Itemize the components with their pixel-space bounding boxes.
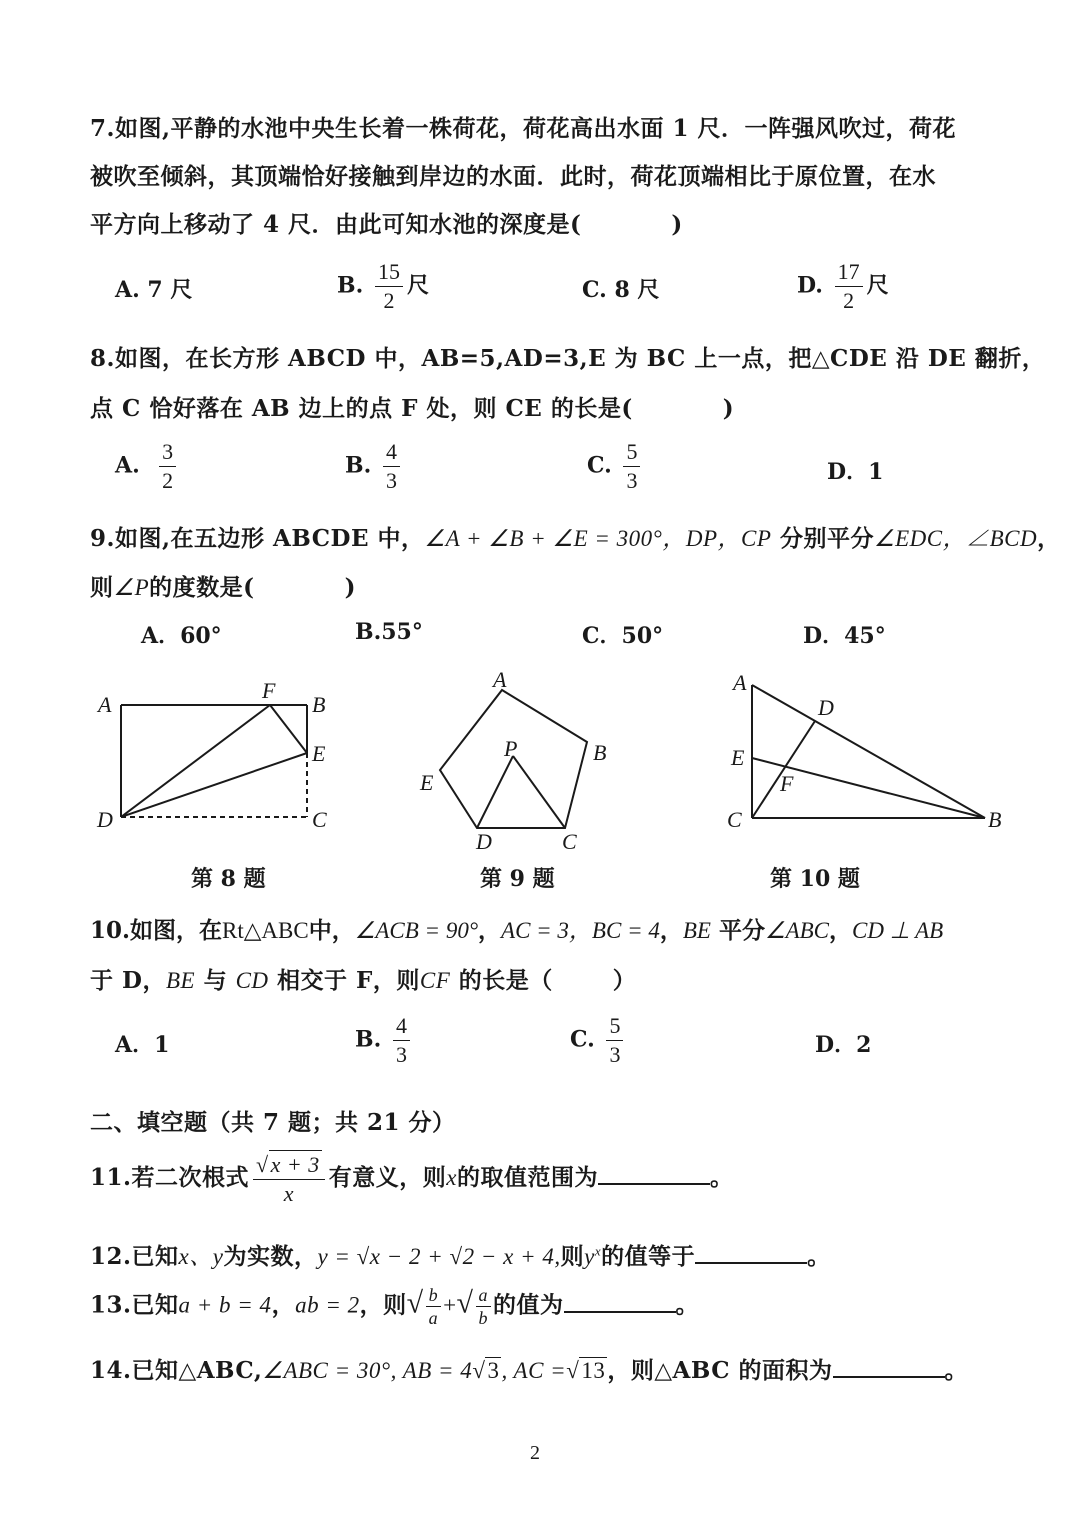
fig9-line-dp: [477, 756, 513, 828]
q10-line2-end: 的长是（: [450, 967, 553, 994]
fig10-caption: 第 10 题: [770, 866, 860, 892]
q10-c-den: 3: [609, 1042, 621, 1067]
q10-line1-math2: ∠ACB = 90°: [354, 918, 479, 943]
fig8-label-d: D: [97, 807, 113, 832]
q10-line1: [90, 912, 943, 945]
fig10-label-c: C: [727, 807, 742, 832]
q7-option-b: [337, 258, 429, 315]
q11-blank[interactable]: [598, 1163, 710, 1185]
q13-f1d: a: [428, 1308, 439, 1328]
q8-b-label: B.: [345, 452, 372, 479]
q7-c-text: 8 尺: [614, 277, 660, 303]
fig10-label-d: D: [818, 695, 834, 720]
q11-den: x: [283, 1181, 294, 1206]
q11-pre: 11.若二次根式: [90, 1164, 250, 1191]
q10-line2-math3: CF: [419, 968, 451, 993]
q7-d-fraction: [835, 258, 863, 315]
q13-f2d: b: [478, 1308, 489, 1328]
q7-a-label: A.: [115, 277, 140, 303]
q11-fraction: [253, 1150, 325, 1208]
q11-var: x: [446, 1165, 457, 1190]
q10-line1-pre: 10.如图，在: [90, 917, 223, 944]
fig8-label-e: E: [312, 741, 326, 766]
q10-c-label: C.: [570, 1026, 595, 1053]
q7-line1: 7.如图,平静的水池中央生长着一株荷花，荷花高出水面 1 尺．一阵强风吹过，荷花: [90, 115, 957, 142]
q13-sqrt2-sign: √: [456, 1286, 474, 1320]
q8-option-c: [587, 438, 644, 495]
q8-a-num: 3: [159, 438, 176, 467]
section2-title: 二、填空题（共 7 题；共 21 分）: [90, 1109, 456, 1136]
q10-option-c: [570, 1012, 627, 1069]
fig9-label-c: C: [562, 829, 577, 854]
q14-dot: 。: [944, 1357, 969, 1384]
q14-math: ∠ABC = 30°, AB = 4: [262, 1358, 473, 1383]
q7-a-text: 7 尺: [147, 277, 193, 303]
q10-line1-math4: BE: [682, 918, 711, 943]
q8-line1: 8.如图，在长方形 ABCD 中，AB=5,AD=3,E 为 BC 上一点，把△CDE 沿 DE 翻折，: [90, 345, 1046, 372]
q10-line1-c2: ，: [659, 917, 683, 944]
q11-end: 的取值范围为: [456, 1164, 598, 1191]
q10-c-fraction: [606, 1012, 623, 1069]
q13-mid: ，则: [359, 1291, 407, 1319]
q7-d-label: D.: [797, 272, 823, 299]
q12-pre: 12.已知: [90, 1243, 179, 1270]
q9-line2: [90, 569, 356, 602]
fig9-label-p: P: [504, 736, 518, 761]
q9-paren-close: ): [344, 574, 356, 601]
q11-radicand: x + 3: [270, 1152, 320, 1177]
q12-mid2: 则: [560, 1243, 585, 1270]
q7-line3: [90, 206, 683, 239]
fig8-label-b: B: [312, 692, 326, 717]
fig8-line-df: [121, 705, 270, 817]
fig8-line-de: [121, 753, 307, 817]
q7-d-num: 17: [835, 258, 863, 287]
q13-plus: +: [443, 1292, 457, 1318]
q10-line2-mid: 与: [195, 967, 236, 994]
fig8-caption: 第 8 题: [191, 866, 266, 892]
fig10-label-e: E: [731, 745, 745, 770]
q9-line2-end: 的度数是(: [149, 574, 255, 601]
q9-line2-pre: 则: [90, 574, 114, 601]
q12-math: y = √x − 2 + √2 − x + 4,: [317, 1244, 561, 1269]
q13-dot: 。: [675, 1291, 700, 1319]
fig9-label-e: E: [420, 770, 434, 795]
fig10-label-a: A: [733, 670, 747, 695]
q9-line2-math: ∠P: [113, 575, 150, 600]
q12-dot: 。: [807, 1243, 831, 1270]
fig8-line-fe: [270, 705, 307, 753]
q8-b-num: 4: [383, 438, 400, 467]
q10-b-num: 4: [393, 1012, 410, 1041]
q10-line2-math2: CD: [235, 968, 269, 993]
q8-b-fraction: [383, 438, 400, 495]
q10-b-label: B.: [355, 1026, 382, 1053]
fig8-label-a: A: [98, 692, 112, 717]
q9-option-a: A．60°: [141, 623, 222, 649]
q9-line1-math: ∠A + ∠B + ∠E = 300°，DP，CP: [424, 526, 772, 551]
q8-line2: [90, 390, 734, 423]
q10-line2-pre: 于 D，: [90, 967, 166, 994]
q8-a-label: A.: [115, 452, 140, 479]
q10-option-d: D．2: [815, 1032, 872, 1058]
q10-paren-close: ）: [612, 967, 637, 994]
q10-line1-c3: ，: [829, 917, 853, 944]
q7-option-d: [797, 258, 889, 315]
q10-line1-math3: AC = 3，BC = 4: [501, 918, 660, 943]
q14: [90, 1352, 968, 1385]
q11-num: √x + 3: [253, 1150, 325, 1180]
q10-line1-c1: ，: [478, 917, 502, 944]
fig10-side-ab: [752, 685, 985, 818]
q10-option-b: [355, 1012, 414, 1069]
q13-sqrt1-sign: √: [406, 1286, 424, 1320]
q10-line1-math5: ∠ABC: [764, 918, 830, 943]
q14-blank[interactable]: [833, 1356, 945, 1378]
q14-sqrt2-sign: √: [566, 1358, 580, 1383]
q11-dot: 。: [709, 1164, 734, 1191]
q10-b-den: 3: [395, 1042, 407, 1067]
q7-d-den: 2: [843, 288, 855, 313]
q9-line1-pre: 9.如图,在五边形 ABCDE 中，: [90, 525, 425, 552]
q13-frac2: [476, 1284, 492, 1329]
q13-frac1: [426, 1284, 442, 1329]
q12-vars: x、y: [178, 1244, 224, 1269]
q13: [90, 1284, 699, 1329]
fig8-label-f: F: [262, 678, 276, 703]
q10-line1-mid2: 平分: [710, 917, 765, 944]
q13-end: 的值为: [493, 1291, 564, 1319]
q7-option-c: [582, 273, 659, 304]
q8-option-a: [115, 438, 180, 495]
q9-line1-mid: 分别平分: [771, 525, 874, 552]
q8-paren-close: ): [722, 395, 735, 422]
q10-line1-math: Rt△ABC: [222, 918, 309, 943]
q14-pre: 14.已知△ABC,: [90, 1357, 263, 1384]
q8-c-num: 5: [623, 438, 640, 467]
fig9-label-d: D: [476, 829, 492, 854]
q7-paren-close: ): [671, 211, 683, 238]
figure-10: [752, 685, 985, 818]
q14-r2: 13: [581, 1358, 606, 1383]
q8-a-fraction: [159, 438, 176, 495]
q13-blank[interactable]: [564, 1291, 676, 1313]
q12-end: 的值等于: [601, 1243, 696, 1270]
fig10-label-b: B: [988, 807, 1002, 832]
q11: [90, 1150, 733, 1208]
q7-b-fraction: [375, 258, 403, 315]
q8-b-den: 3: [385, 468, 397, 493]
fig9-label-b: B: [593, 740, 607, 765]
q13-f2n: a: [476, 1284, 492, 1307]
q14-m2: , AC =: [501, 1358, 567, 1383]
q7-d-unit: 尺: [866, 272, 889, 299]
q13-m2: ab = 2: [295, 1292, 360, 1318]
q7-b-label: B.: [337, 272, 364, 299]
q8-c-den: 3: [626, 468, 638, 493]
q9-option-d: D．45°: [803, 623, 886, 649]
q9-option-b: B.55°: [355, 619, 423, 645]
q7-line2: 被吹至倾斜，其顶端恰好接触到岸边的水面．此时，荷花顶端相比于原位置，在水: [90, 163, 936, 190]
fig10-line-cd: [752, 721, 815, 818]
q8-c-fraction: [623, 438, 640, 495]
fig9-line-cp: [513, 756, 565, 828]
q10-b-fraction: [393, 1012, 410, 1069]
q9-line1-end: ，: [1037, 525, 1061, 552]
q12-mid: 为实数，: [223, 1243, 318, 1270]
q8-a-den: 2: [162, 468, 174, 493]
q8-c-label: C.: [587, 452, 612, 479]
q7-option-a: [115, 273, 192, 304]
q7-b-num: 15: [375, 258, 403, 287]
fig9-caption: 第 9 题: [480, 866, 555, 892]
q9-line1: [90, 520, 1061, 553]
q13-c1: ，: [271, 1291, 296, 1319]
figures-svg: [0, 660, 1080, 860]
q14-sqrt1-sign: √: [472, 1358, 486, 1383]
q10-option-a: A．1: [115, 1032, 170, 1058]
q10-line1-mid: 中，: [308, 917, 355, 944]
q14-end: ，则△ABC 的面积为: [607, 1357, 833, 1384]
q9-option-c: C．50°: [582, 623, 664, 649]
q8-option-b: [345, 438, 404, 495]
q10-line1-math6: CD ⊥ AB: [852, 918, 944, 943]
fig8-label-c: C: [312, 807, 327, 832]
q11-mid: 有意义，则: [328, 1164, 447, 1191]
q12-blank[interactable]: [695, 1242, 807, 1264]
fig10-label-f: F: [780, 771, 794, 796]
q13-pre: 13.已知: [90, 1291, 179, 1319]
q13-m1: a + b = 4: [178, 1292, 272, 1318]
q8-line2-text: 点 C 恰好落在 AB 边上的点 F 处，则 CE 的长是(: [90, 395, 633, 422]
q10-c-num: 5: [606, 1012, 623, 1041]
q7-c-label: C.: [582, 277, 607, 303]
q10-line2: [90, 962, 636, 995]
q10-line2-math: BE: [165, 968, 196, 993]
fig9-label-a: A: [493, 667, 507, 692]
q14-r1: 3: [487, 1358, 500, 1383]
q9-line1-math2: ∠EDC，∠BCD: [873, 526, 1038, 551]
q8-option-d: D．1: [827, 459, 884, 485]
q7-b-den: 2: [383, 288, 395, 313]
q13-f1n: b: [426, 1284, 442, 1307]
q7-line3-text: 平方向上移动了 4 尺．由此可知水池的深度是(: [90, 211, 582, 238]
figure-8: [121, 705, 307, 817]
q7-b-unit: 尺: [406, 272, 429, 299]
q12-pow: y: [584, 1244, 595, 1269]
q12: [90, 1238, 831, 1271]
q12-exp: x: [594, 1243, 602, 1259]
page-number: 2: [530, 1442, 540, 1464]
q10-line2-mid2: 相交于 F，则: [268, 967, 420, 994]
